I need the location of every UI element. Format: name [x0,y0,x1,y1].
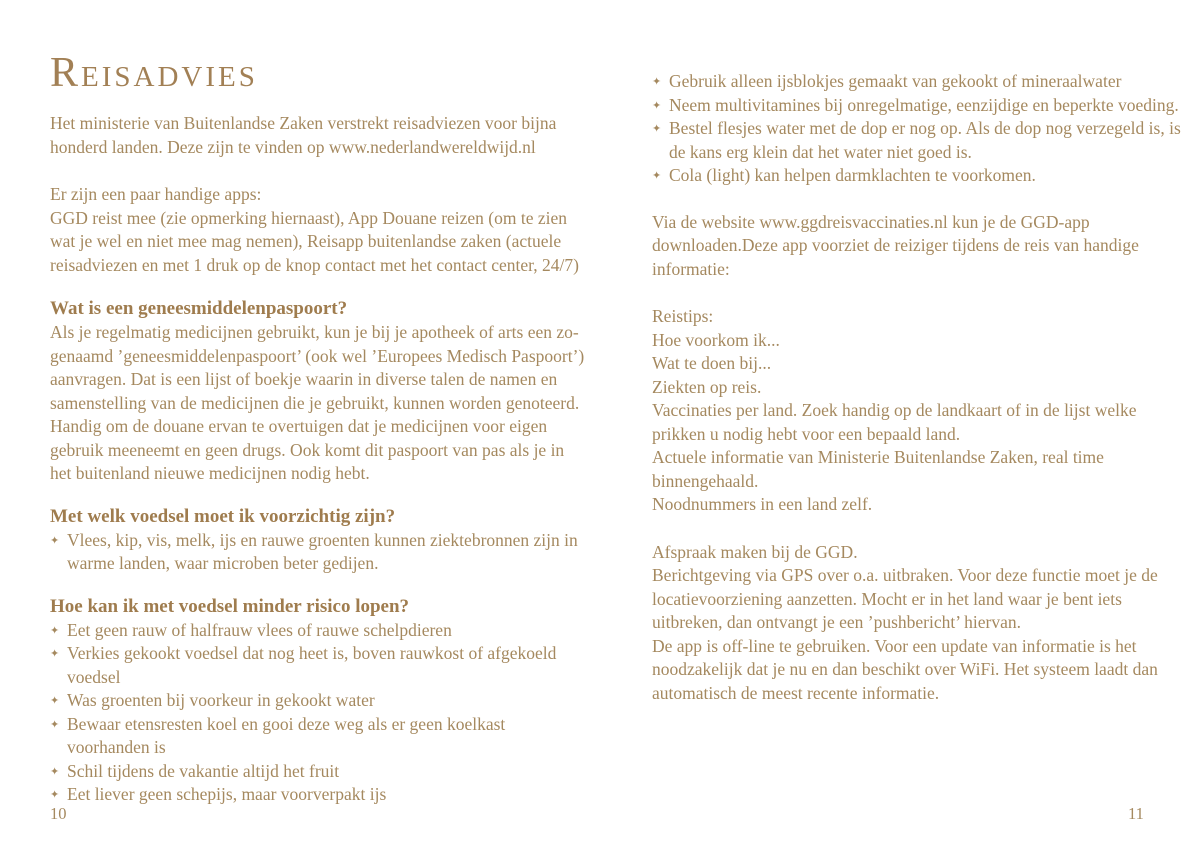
paragraph-line: honderd landen. Deze zijn te vinden op www.nederlandwereldwijd.nl [50,136,536,157]
intro-paragraph [50,112,615,159]
list-item [652,117,1181,141]
paragraph-line: locatievoorziening aanzetten. Mocht er in het land waar je bent iets [652,588,1122,609]
star-bullet-icon: ✦ [50,533,60,547]
star-bullet-icon: ✦ [50,764,60,778]
star-bullet-icon: ✦ [652,98,662,112]
list-item-line: Bestel flesjes water met de dop er nog op. Als de dop nog verzegeld is, is [669,118,1181,138]
paragraph-line: reisadviezen en met 1 druk op de knop contact met het contact center, 24/7) [50,254,579,275]
section-heading-voedsel: Met welk voedsel moet ik voorzichtig zijn? [50,505,396,527]
list-item-line: voorhanden is [67,737,166,758]
section-heading-geneesmiddelenpaspoort: Wat is een geneesmiddelenpaspoort? [50,298,348,320]
paspoort-paragraph [50,321,615,486]
section-heading-risico: Hoe kan ik met voedsel minder risico lopen? [50,595,410,617]
paragraph-line: Berichtgeving via GPS over o.a. uitbraken. Voor deze functie moet je de [652,565,1158,585]
paragraph-line: Als je regelmatig medicijnen gebruikt, kun je bij je apotheek of arts een zo- [50,322,579,343]
paragraph-line: Er zijn een paar handige apps: [50,184,262,205]
list-item [652,94,1179,118]
voedsel-bullet-list [50,529,615,576]
left-page-column [50,0,615,807]
list-item [50,619,615,643]
list-item-line: Bewaar etensresten koel en gooi deze weg als er geen koelkast [67,713,506,734]
paragraph-line: het buitenland nieuwe medicijnen nodig hebt. [50,463,370,484]
list-item-line: Verkies gekookt voedsel dat nog heet is, boven rauwkost of afgekoeld [67,643,557,664]
list-item [652,164,1167,188]
paragraph-line: Hoe voorkom ik... [652,329,780,350]
star-bullet-icon: ✦ [652,169,662,182]
ggd-app-paragraph [652,541,1167,706]
star-bullet-icon: ✦ [50,694,60,708]
star-bullet-icon: ✦ [50,647,60,661]
star-bullet-icon: ✦ [652,122,662,135]
list-item-line: Cola (light) kan helpen darmklachten te voorkomen. [669,165,1036,185]
list-item [50,760,615,784]
paragraph-line: downloaden.Deze app voorziet de reiziger tijdens de reis van handige [652,235,1139,255]
list-item-line: de kans erg klein dat het water niet goed is. [669,141,972,162]
list-item [652,70,1167,94]
paragraph-line: Afspraak maken bij de GGD. [652,541,858,562]
website-paragraph [652,211,1167,282]
star-bullet-icon: ✦ [50,717,60,731]
paragraph-line: Ziekten op reis. [652,376,762,397]
list-item [50,642,615,666]
paragraph-line: Handig om de douane ervan te overtuigen dat je medicijnen voor eigen [50,416,548,437]
list-item-line: Eet liever geen schepijs, maar voorverpakt ijs [67,784,387,805]
paragraph-line: Vaccinaties per land. Zoek handig op de landkaart of in de lijst welke [652,400,1137,420]
list-item-line: Schil tijdens de vakantie altijd het fruit [67,760,340,781]
paragraph-line: samenstelling van de medicijnen die je gebruikt, kunnen worden genoteerd. [50,392,580,413]
apps-paragraph [50,183,615,277]
list-item-line: Gebruik alleen ijsblokjes gemaakt van gekookt of mineraalwater [669,71,1122,91]
paragraph-line: uitbreken, dan ontvangt je een ’pushbericht’ hiervan. [652,612,1021,632]
paragraph-line: Actuele informatie van Ministerie Buitenlandse Zaken, real time [652,447,1104,467]
paragraph-line: Het ministerie van Buitenlandse Zaken verstrekt reisadviezen voor bijna [50,113,557,134]
list-item-line: Was groenten bij voorkeur in gekookt water [67,690,375,711]
paragraph-line: gebruik meeneemt en geen drugs. Ook komt dit paspoort van pas als je in [50,439,565,460]
list-item [50,783,615,807]
list-item [50,529,615,553]
page-title: Reisadvies [50,50,258,96]
list-item-line: Vlees, kip, vis, melk, ijs en rauwe groenten kunnen ziektebronnen zijn in [67,529,578,550]
list-item-line: voedsel [67,666,121,687]
paragraph-line: noodzakelijk dat je nu en dan beschikt over WiFi. Het systeem laadt dan [652,659,1158,679]
paragraph-line: aanvragen. Dat is een lijst of boekje waarin in diverse talen de namen en [50,369,558,390]
star-bullet-icon: ✦ [50,623,60,637]
reistips-list [652,305,1167,517]
paragraph-line: wat je wel en niet mee mag nemen), Reisapp buitenlandse zaken (actuele [50,231,562,252]
paragraph-line: Via de website www.ggdreisvaccinaties.nl kun je de GGD-app [652,211,1090,232]
paragraph-line: Noodnummers in een land zelf. [652,494,873,514]
star-bullet-icon: ✦ [50,788,60,802]
paragraph-line: automatisch de meest recente informatie. [652,682,940,703]
list-item [50,689,615,713]
paragraph-line: genaamd ’geneesmiddelenpaspoort’ (ook wel ’Europees Medisch Paspoort’) [50,345,585,366]
paragraph-line: prikken u nodig hebt voor een bepaald land. [652,423,961,444]
list-item-line: Neem multivitamines bij onregelmatige, eenzijdige en beperkte voeding. [669,94,1179,115]
water-bullet-list [652,70,1181,188]
paragraph-line: GGD reist mee (zie opmerking hiernaast), App Douane reizen (om te zien [50,207,568,228]
paragraph-line: De app is off-line te gebruiken. Voor een update van informatie is het [652,635,1137,656]
paragraph-line: binnengehaald. [652,470,759,491]
paragraph-line: informatie: [652,258,730,279]
right-page-column [652,0,1181,705]
list-item-line: warme landen, waar microben beter gedijen. [67,553,379,574]
page-number-left: 10 [50,804,67,823]
list-item-line: Eet geen rauw of halfrauw vlees of rauwe schelpdieren [67,619,452,640]
risico-bullet-list [50,619,615,807]
list-item [50,713,615,737]
star-bullet-icon: ✦ [652,75,662,88]
page-number-right: 11 [1128,804,1144,823]
paragraph-line: Reistips: [652,306,714,326]
paragraph-line: Wat te doen bij... [652,353,772,373]
